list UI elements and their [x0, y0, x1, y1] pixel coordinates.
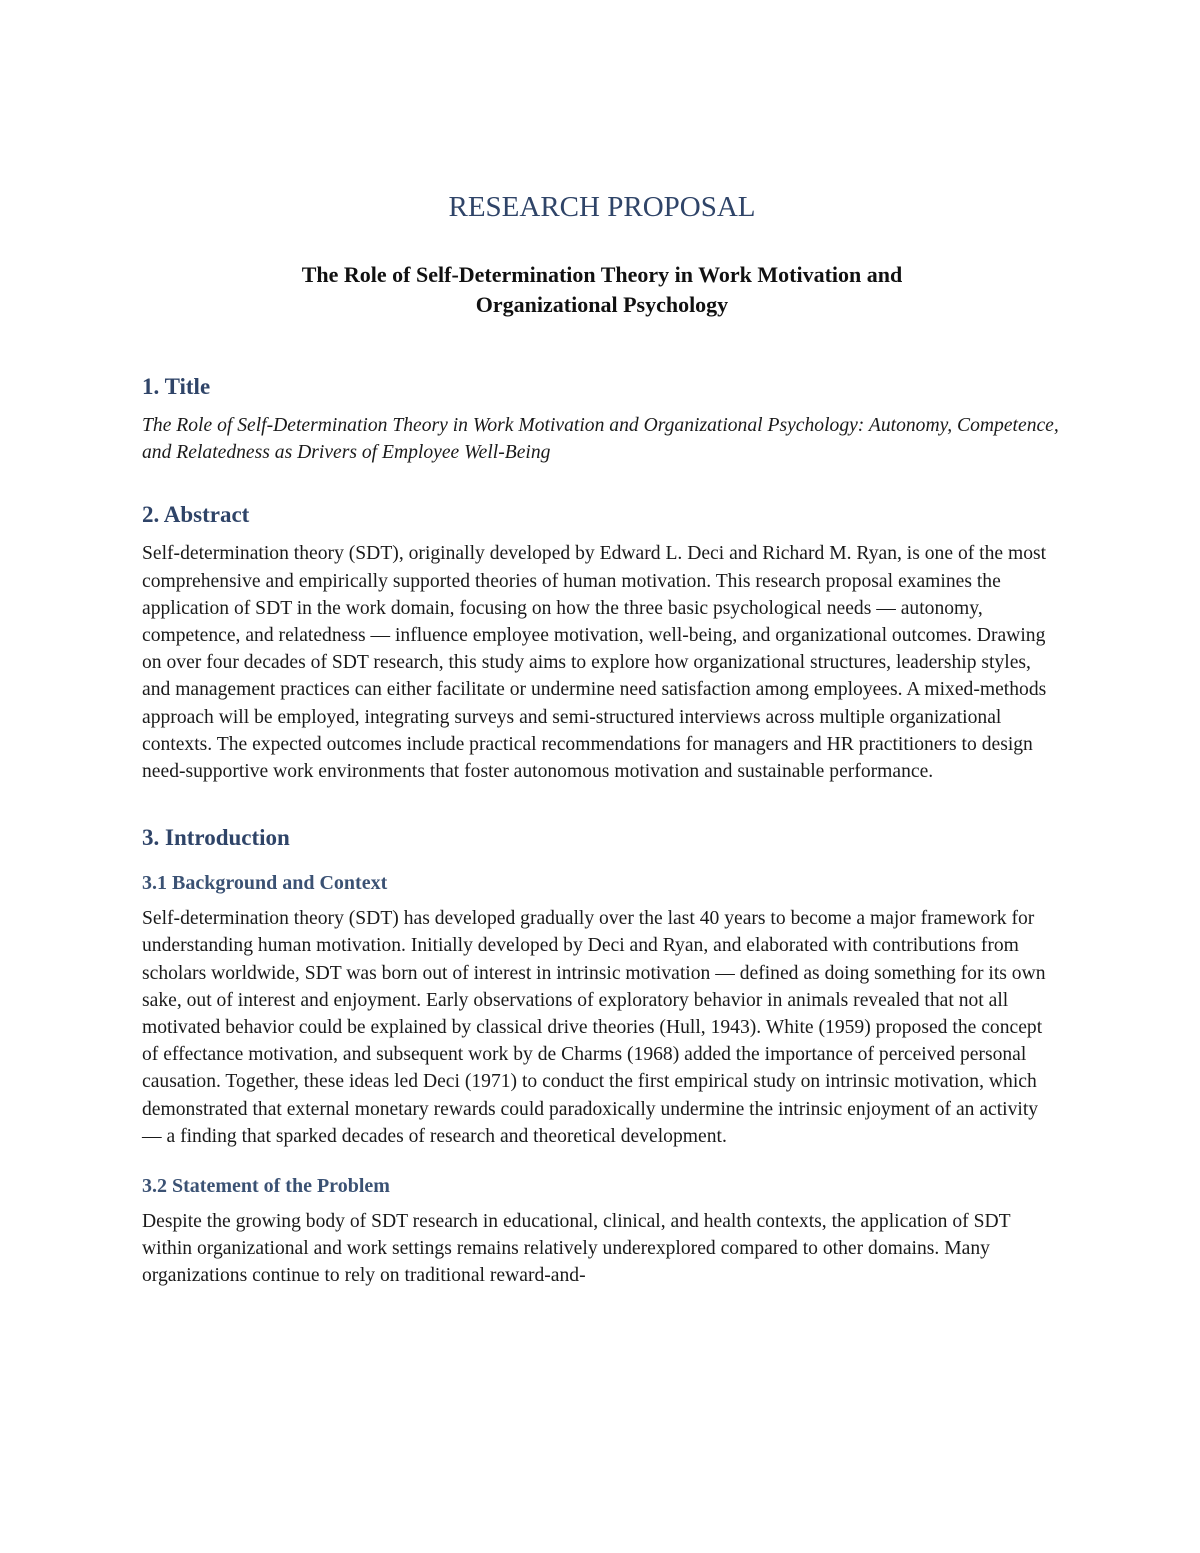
- subtitle-line-2: Organizational Psychology: [475, 292, 729, 317]
- section-heading-title: 1. Title: [142, 374, 211, 399]
- subheading-background: 3.1 Background and Context: [142, 872, 388, 895]
- document-page: [142, 188, 1062, 1290]
- title-text: The Role of Self-Determination Theory in Work Motivation and Organizational Psychology: Autonomy, Competence, and Relatedness as Drivers of Employee Well-Being: [142, 415, 1059, 464]
- section-heading-introduction: 3. Introduction: [142, 825, 290, 851]
- abstract-text: Self-determination theory (SDT), originally developed by Edward L. Deci and Richard M. Ryan, is one of the most comprehensive and empirically supported theories of human motivation. This research proposal examines the application of SDT in the work domain, focusing on how the three basic psychological needs — autonomy, competence, and relatedness — influence employee motivation, well-being, and organizational outcomes. Drawing on over four decades of SDT research, this study aims to explore how organizational structures, leadership styles, and management practices can either facilitate or undermine need satisfaction among employees. A mixed-methods approach will be employed, integrating surveys and semi-structured interviews across multiple organizational contexts. The expected outcomes include practical recommendations for managers and HR practitioners to design need-supportive work environments that foster autonomous motivation and sustainable performance.: [142, 543, 1047, 783]
- document-subtitle: [142, 260, 1062, 320]
- section-heading-abstract: 2. Abstract: [142, 502, 250, 528]
- background-text: Self-determination theory (SDT) has developed gradually over the last 40 years to become a major framework for understanding human motivation. Initially developed by Deci and Ryan, and elaborated with contributions from scholars worldwide, SDT was born out of interest in intrinsic motivation — defined as doing something for its own sake, out of interest and enjoyment. Early observations of exploratory behavior in animals revealed that not all motivated behavior could be explained by classical drive theories (Hull, 1943). White (1959) proposed the concept of effectance motivation, and subsequent work by de Charms (1968) added the importance of perceived personal causation. Together, these ideas led Deci (1971) to conduct the first empirical study on intrinsic motivation, which demonstrated that external monetary rewards could paradoxically undermine the intrinsic enjoyment of an activity — a finding that sparked decades of research and theoretical development.: [142, 908, 1046, 1147]
- problem-text: Despite the growing body of SDT research in educational, clinical, and health contexts, the application of SDT within organizational and work settings remains relatively underexplored compared to other domains. Many organizations continue to rely on traditional reward-and-: [142, 1211, 1011, 1287]
- subheading-problem: 3.2 Statement of the Problem: [142, 1175, 390, 1198]
- document-title: RESEARCH PROPOSAL: [448, 191, 756, 223]
- subtitle-line-1: The Role of Self-Determination Theory in Work Motivation and: [301, 262, 903, 287]
